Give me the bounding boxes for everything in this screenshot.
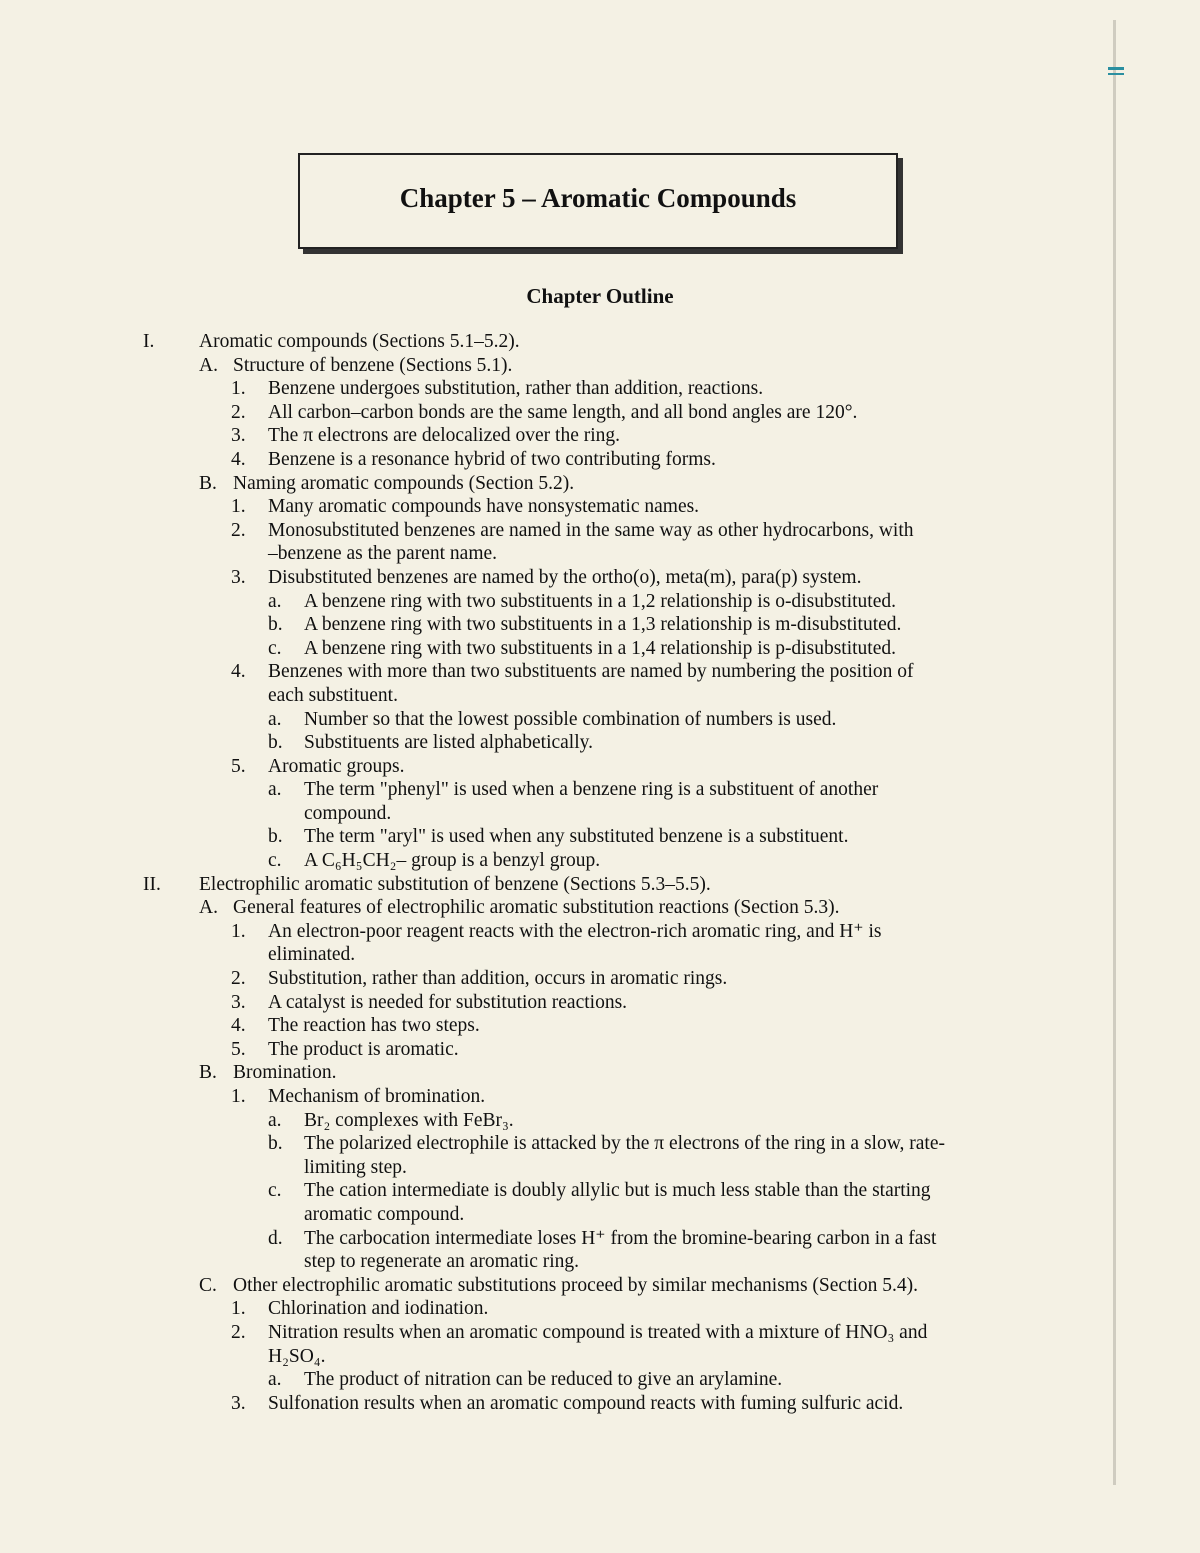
outline-item xyxy=(0,354,1100,378)
page-tab-mark xyxy=(1108,67,1124,70)
outline-text: Sulfonation results when an aromatic compound reacts with fuming sulfuric acid. xyxy=(268,1392,904,1414)
outline-text: Number so that the lowest possible combination of numbers is used. xyxy=(304,708,837,730)
outline-marker: d. xyxy=(268,1227,283,1249)
outline-marker: c. xyxy=(268,850,282,872)
outline-text: each substituent. xyxy=(268,684,398,706)
outline-text: limiting step. xyxy=(304,1156,407,1178)
outline-text: Substituents are listed alphabetically. xyxy=(304,732,593,754)
outline-marker: 5. xyxy=(231,1038,246,1060)
outline-text: Bromination. xyxy=(233,1062,337,1084)
outline-text: Aromatic groups. xyxy=(268,755,405,777)
outline-item xyxy=(0,1250,1100,1274)
outline-text: Structure of benzene (Sections 5.1). xyxy=(233,354,513,376)
outline-text: Monosubstituted benzenes are named in the same way as other hydrocarbons, with xyxy=(268,519,914,541)
outline-text: A catalyst is needed for substitution reactions. xyxy=(268,991,628,1013)
outline-marker: 3. xyxy=(231,991,246,1013)
outline-marker: 2. xyxy=(231,519,246,541)
outline-item xyxy=(0,519,1100,543)
outline-text: General features of electrophilic aromatic substitution reactions (Section 5.3). xyxy=(233,897,840,919)
outline-text: Nitration results when an aromatic compound is treated with a mixture of HNO₃ and xyxy=(268,1321,928,1343)
outline-item xyxy=(0,401,1100,425)
outline-text: A benzene ring with two substituents in a 1,4 relationship is p-disubstituted. xyxy=(304,637,896,659)
outline-item xyxy=(0,896,1100,920)
outline-item xyxy=(0,755,1100,779)
outline-text: A benzene ring with two substituents in a 1,3 relationship is m-disubstituted. xyxy=(304,614,902,636)
outline-item xyxy=(0,873,1100,897)
outline-marker: 3. xyxy=(231,425,246,447)
outline-marker: b. xyxy=(268,732,283,754)
outline-item xyxy=(0,967,1100,991)
outline-marker: 2. xyxy=(231,401,246,423)
outline-text: step to regenerate an aromatic ring. xyxy=(304,1251,580,1273)
outline-text: Electrophilic aromatic substitution of benzene (Sections 5.3–5.5). xyxy=(199,873,711,895)
outline-text: H₂SO₄. xyxy=(268,1345,326,1367)
outline-text: aromatic compound. xyxy=(304,1203,465,1225)
outline-item xyxy=(0,825,1100,849)
outline-text: Disubstituted benzenes are named by the ortho(o), meta(m), para(p) system. xyxy=(268,566,862,588)
outline-text: The term "aryl" is used when any substituted benzene is a substituent. xyxy=(304,826,849,848)
outline-item xyxy=(0,1132,1100,1156)
outline-marker: B. xyxy=(199,472,217,494)
outline-marker: a. xyxy=(268,779,282,801)
outline-marker: 5. xyxy=(231,755,246,777)
outline-item xyxy=(0,330,1100,354)
outline-item xyxy=(0,708,1100,732)
outline-item xyxy=(0,1274,1100,1298)
outline-item xyxy=(0,1345,1100,1369)
outline-marker: a. xyxy=(268,1369,282,1391)
chapter-outline xyxy=(0,330,1100,1415)
outline-item xyxy=(0,1321,1100,1345)
outline-item xyxy=(0,1227,1100,1251)
outline-marker: 1. xyxy=(231,496,246,518)
outline-item xyxy=(0,943,1100,967)
outline-item xyxy=(0,590,1100,614)
outline-item xyxy=(0,660,1100,684)
outline-item xyxy=(0,991,1100,1015)
outline-text: The π electrons are delocalized over the ring. xyxy=(268,425,621,447)
outline-text: The product is aromatic. xyxy=(268,1038,459,1060)
outline-marker: c. xyxy=(268,1180,282,1202)
outline-item xyxy=(0,1368,1100,1392)
outline-marker: 4. xyxy=(231,661,246,683)
outline-item xyxy=(0,802,1100,826)
outline-marker: A. xyxy=(199,354,218,376)
outline-item xyxy=(0,1179,1100,1203)
outline-item xyxy=(0,1297,1100,1321)
outline-item xyxy=(0,637,1100,661)
outline-item xyxy=(0,377,1100,401)
outline-text: Naming aromatic compounds (Section 5.2). xyxy=(233,472,575,494)
outline-text: Benzene undergoes substitution, rather than addition, reactions. xyxy=(268,378,764,400)
outline-text: Aromatic compounds (Sections 5.1–5.2). xyxy=(199,331,520,352)
title-box xyxy=(298,153,898,249)
outline-text: The carbocation intermediate loses H⁺ from the bromine-bearing carbon in a fast xyxy=(304,1227,937,1249)
outline-marker: b. xyxy=(268,826,283,848)
outline-marker: a. xyxy=(268,590,282,612)
page-tab-mark xyxy=(1108,73,1124,75)
outline-marker: a. xyxy=(268,1109,282,1131)
outline-text: The term "phenyl" is used when a benzene ring is a substituent of another xyxy=(304,779,879,801)
outline-item xyxy=(0,566,1100,590)
outline-text: All carbon–carbon bonds are the same length, and all bond angles are 120°. xyxy=(268,401,858,423)
outline-item xyxy=(0,1061,1100,1085)
outline-item xyxy=(0,424,1100,448)
outline-text: The product of nitration can be reduced to give an arylamine. xyxy=(304,1369,783,1391)
outline-marker: b. xyxy=(268,1133,283,1155)
outline-marker: 1. xyxy=(231,378,246,400)
outline-item xyxy=(0,778,1100,802)
outline-text: The cation intermediate is doubly allylic but is much less stable than the starting xyxy=(304,1180,931,1202)
outline-text: Benzene is a resonance hybrid of two contributing forms. xyxy=(268,448,716,470)
outline-marker: 1. xyxy=(231,1298,246,1320)
outline-text: Chlorination and iodination. xyxy=(268,1298,489,1320)
outline-text: The polarized electrophile is attacked by the π electrons of the ring in a slow, rate- xyxy=(304,1133,945,1155)
outline-text: Other electrophilic aromatic substitutions proceed by similar mechanisms (Section 5.4). xyxy=(233,1274,919,1296)
outline-marker: 1. xyxy=(231,920,246,942)
outline-marker: 4. xyxy=(231,1015,246,1037)
outline-marker: 3. xyxy=(231,1392,246,1414)
outline-item xyxy=(0,1085,1100,1109)
outline-marker: I. xyxy=(143,331,155,352)
outline-marker: c. xyxy=(268,637,282,659)
outline-text: An electron-poor reagent reacts with the electron-rich aromatic ring, and H⁺ is xyxy=(268,920,882,942)
section-heading: Chapter Outline xyxy=(526,284,674,308)
outline-text: The reaction has two steps. xyxy=(268,1015,480,1037)
page-edge xyxy=(1113,20,1116,1485)
page-title: Chapter 5 – Aromatic Compounds xyxy=(399,183,797,213)
outline-item xyxy=(0,684,1100,708)
outline-item xyxy=(0,1203,1100,1227)
outline-item xyxy=(0,1038,1100,1062)
outline-marker: B. xyxy=(199,1062,217,1084)
outline-marker: 1. xyxy=(231,1086,246,1107)
outline-item xyxy=(0,1014,1100,1038)
outline-item xyxy=(0,1156,1100,1180)
outline-item xyxy=(0,849,1100,873)
outline-item xyxy=(0,1392,1100,1416)
outline-marker: C. xyxy=(199,1274,217,1296)
outline-item xyxy=(0,1109,1100,1133)
outline-text: –benzene as the parent name. xyxy=(268,543,498,565)
outline-item xyxy=(0,731,1100,755)
outline-marker: a. xyxy=(268,708,282,730)
outline-item xyxy=(0,920,1100,944)
outline-item xyxy=(0,448,1100,472)
outline-marker: 4. xyxy=(231,448,246,470)
outline-item xyxy=(0,613,1100,637)
outline-text: Mechanism of bromination. xyxy=(268,1086,486,1107)
outline-marker: 2. xyxy=(231,968,246,990)
outline-marker: b. xyxy=(268,614,283,636)
outline-text: Substitution, rather than addition, occurs in aromatic rings. xyxy=(268,968,728,990)
outline-text: eliminated. xyxy=(268,944,356,966)
outline-item xyxy=(0,542,1100,566)
outline-text: Many aromatic compounds have nonsystematic names. xyxy=(268,496,700,518)
outline-item xyxy=(0,495,1100,519)
outline-marker: II. xyxy=(143,873,161,895)
outline-text: Br₂ complexes with FeBr₃. xyxy=(304,1109,514,1131)
outline-marker: 2. xyxy=(231,1321,246,1343)
outline-text: Benzenes with more than two substituents are named by numbering the position of xyxy=(268,661,914,683)
outline-text: A C₆H₅CH₂– group is a benzyl group. xyxy=(304,850,601,872)
outline-text: compound. xyxy=(304,802,392,824)
outline-text: A benzene ring with two substituents in a 1,2 relationship is o-disubstituted. xyxy=(304,590,896,612)
outline-marker: 3. xyxy=(231,566,246,588)
outline-item xyxy=(0,472,1100,496)
outline-marker: A. xyxy=(199,897,218,919)
